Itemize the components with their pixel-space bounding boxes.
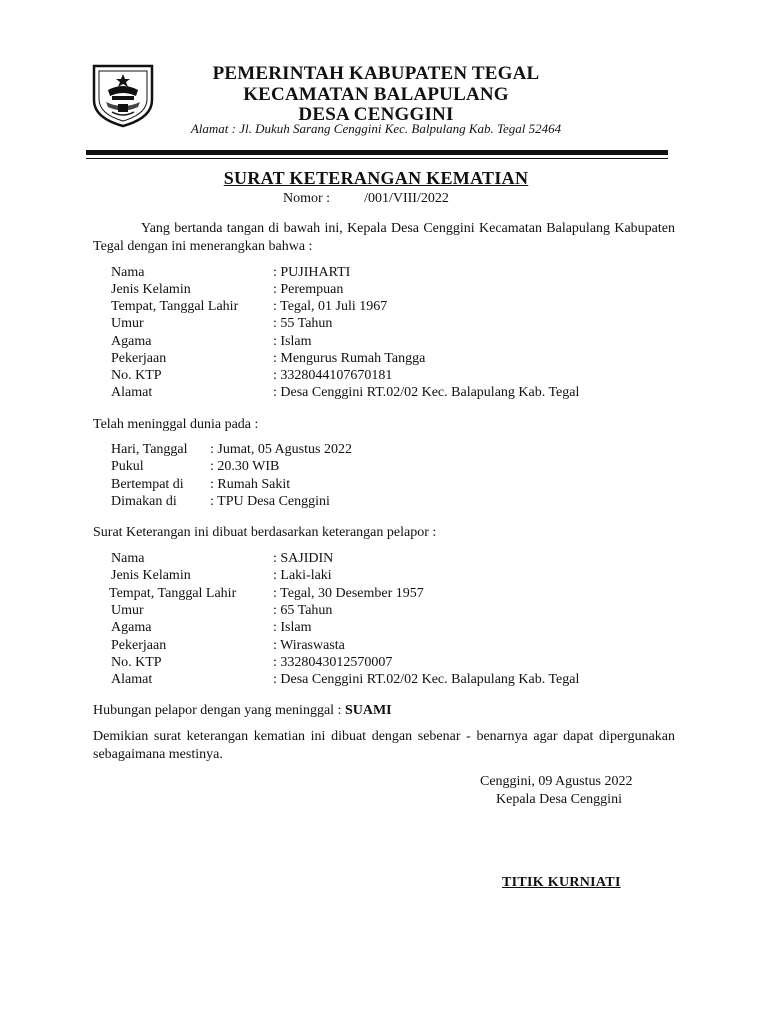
death-intro: Telah meninggal dunia pada : xyxy=(93,417,259,432)
field-value: : SAJIDIN xyxy=(273,551,334,566)
header-government: PEMERINTAH KABUPATEN TEGAL xyxy=(212,63,540,84)
field-label: Tempat, Tanggal Lahir xyxy=(109,586,237,601)
field-label: No. KTP xyxy=(111,368,162,383)
field-value: : Wiraswasta xyxy=(273,638,345,653)
signature-name: TITIK KURNIATI xyxy=(502,875,621,890)
header-village: DESA CENGGINI xyxy=(298,104,454,125)
document-number-value: /001/VIII/2022 xyxy=(364,191,449,206)
field-value: : 55 Tahun xyxy=(273,316,333,331)
reporter-intro: Surat Keterangan ini dibuat berdasarkan keterangan pelapor : xyxy=(93,525,437,540)
field-label: Agama xyxy=(111,620,152,635)
field-label: Alamat xyxy=(111,385,153,400)
field-value: : Islam xyxy=(273,334,312,349)
document-title: SURAT KETERANGAN KEMATIAN xyxy=(223,168,529,188)
header-address: Alamat : Jl. Dukuh Sarang Cenggini Kec. Balpulang Kab. Tegal 52464 xyxy=(190,121,562,136)
field-label: Pekerjaan xyxy=(111,351,167,366)
field-value: : Perempuan xyxy=(273,282,344,297)
field-label: Nama xyxy=(111,551,145,566)
field-value: : Rumah Sakit xyxy=(210,477,291,492)
field-value: : Desa Cenggini RT.02/02 Kec. Balapulang Kab. Tegal xyxy=(273,385,580,400)
field-label: Tempat, Tanggal Lahir xyxy=(111,299,239,314)
field-label: No. KTP xyxy=(111,655,162,670)
closing-paragraph: Demikian surat keterangan kematian ini dibuat dengan sebenar - benarnya agar dapat dipergunakan sebagaimana mestinya. xyxy=(93,729,675,762)
field-label: Umur xyxy=(111,316,144,331)
relationship-value: SUAMI xyxy=(344,703,392,718)
field-value: : 20.30 WIB xyxy=(210,459,280,474)
header-district: KECAMATAN BALAPULANG xyxy=(243,84,509,105)
field-value: : Jumat, 05 Agustus 2022 xyxy=(210,442,352,457)
field-label: Hari, Tanggal xyxy=(111,442,188,457)
field-value: : PUJIHARTI xyxy=(273,265,351,280)
relationship-line xyxy=(93,702,675,720)
signature-place-date: Cenggini, 09 Agustus 2022 xyxy=(480,774,633,789)
reporter-details xyxy=(109,550,669,694)
field-label: Pekerjaan xyxy=(111,638,167,653)
relationship-label: Hubungan pelapor dengan yang meninggal : xyxy=(93,703,342,718)
field-label: Umur xyxy=(111,603,144,618)
field-value: : 65 Tahun xyxy=(273,603,333,618)
field-label: Jenis Kelamin xyxy=(111,568,191,583)
field-label: Alamat xyxy=(111,672,153,687)
field-label: Bertempat di xyxy=(111,477,184,492)
field-value: : Tegal, 01 Juli 1967 xyxy=(273,299,388,314)
field-value: : Laki-laki xyxy=(273,568,332,583)
field-label: Nama xyxy=(111,265,145,280)
death-details xyxy=(111,441,671,513)
field-label: Pukul xyxy=(111,459,144,474)
intro-paragraph: Yang bertanda tangan di bawah ini, Kepala Desa Cenggini Kecamatan Balapulang Kabupaten Tegal dengan ini menerangkan bahwa : xyxy=(93,221,675,254)
field-value: : Islam xyxy=(273,620,312,635)
header-divider-thin xyxy=(86,158,668,159)
document-number xyxy=(283,191,449,207)
field-label: Jenis Kelamin xyxy=(111,282,191,297)
field-value: : 3328044107670181 xyxy=(273,368,393,383)
field-value: : Mengurus Rumah Tangga xyxy=(273,351,426,366)
document-number-label: Nomor : xyxy=(283,191,331,206)
field-value: : 3328043012570007 xyxy=(273,655,393,670)
field-value: : TPU Desa Cenggini xyxy=(210,494,330,509)
header-divider xyxy=(86,150,668,155)
regency-emblem-icon xyxy=(90,60,156,128)
signature-position: Kepala Desa Cenggini xyxy=(496,792,622,807)
field-label: Dimakan di xyxy=(111,494,177,509)
field-value: : Desa Cenggini RT.02/02 Kec. Balapulang Kab. Tegal xyxy=(273,672,580,687)
field-value: : Tegal, 30 Desember 1957 xyxy=(273,586,424,601)
field-label: Agama xyxy=(111,334,152,349)
deceased-details xyxy=(111,264,671,408)
